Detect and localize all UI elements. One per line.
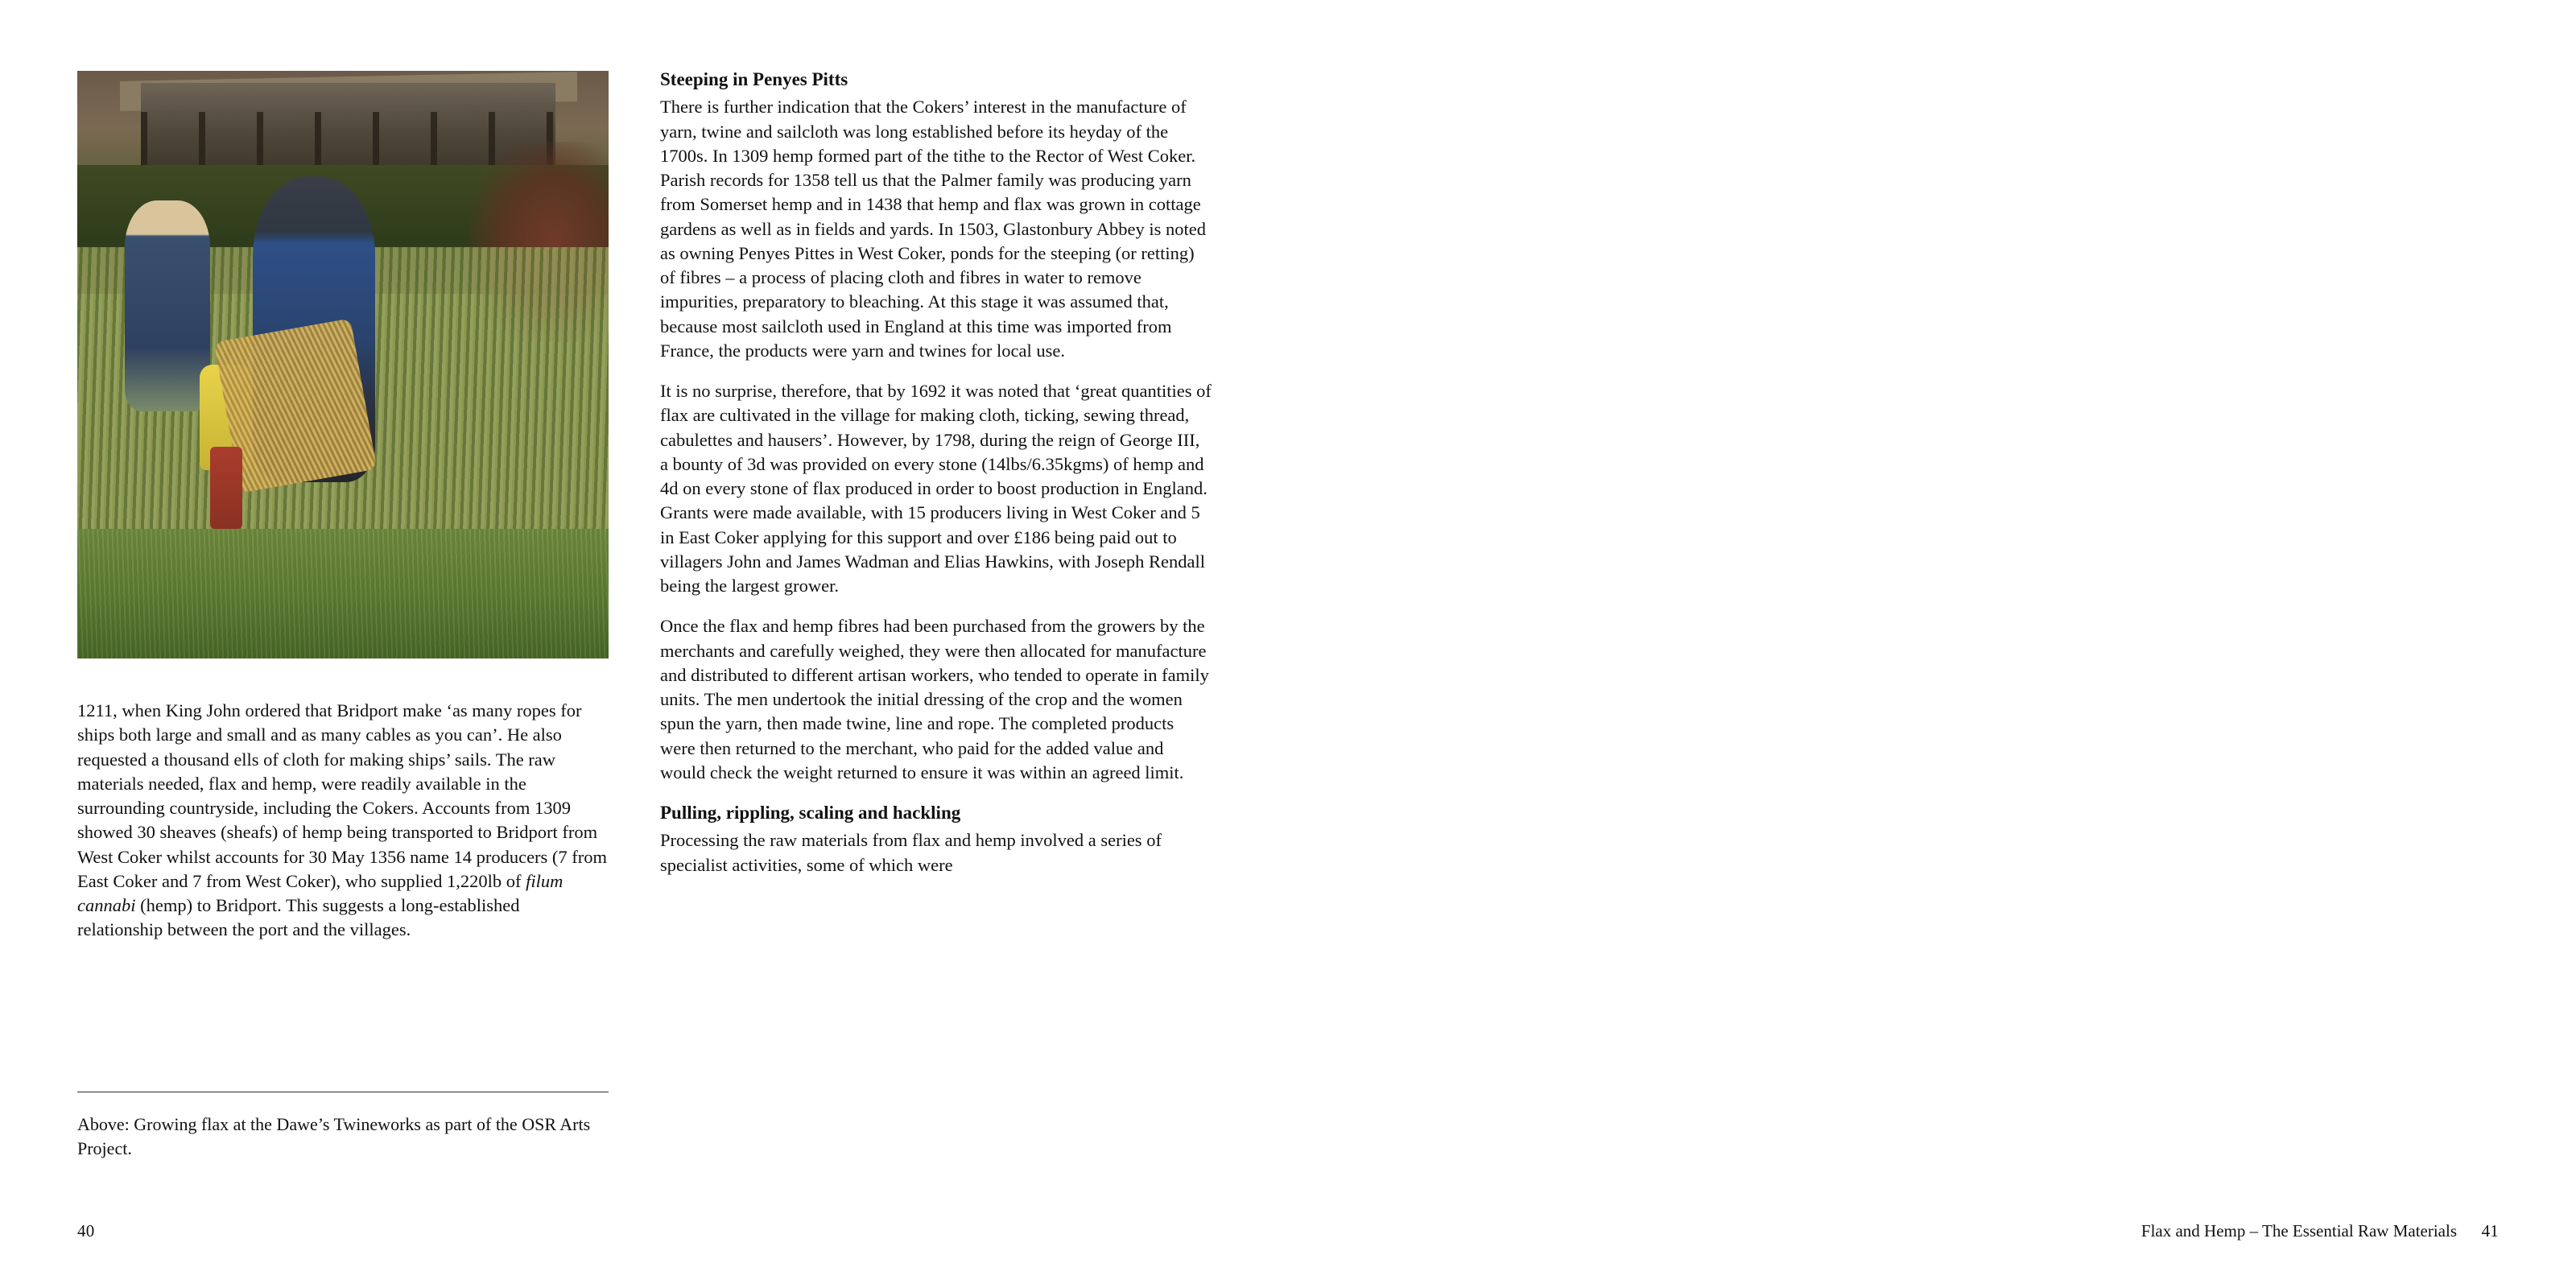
section-heading-pulling: Pulling, rippling, scaling and hackling <box>660 803 961 824</box>
left-body-italic-term: filum cannabi <box>77 870 564 915</box>
right-page <box>1288 0 2576 1288</box>
section-heading-steeping: Steeping in Penyes Pitts <box>660 69 848 89</box>
paragraph-steeping-2: It is no surprise, therefore, that by 1692 it was noted that ‘great quantities of flax are cultivated in the village for making cloth, ticking, sewing thread, cabulettes and hausers’. However, by 1798, during the reign of George III, a bounty of 3d was provided on every stone (14lbs/6.35kgms) of hemp and 4d on every stone of flax produced in order to boost production in England. Grants were made available, with 15 producers living in West Coker and 5 in East Coker applying for this support and over £186 being paid out to villagers John and James Wadman and Elias Hawkins, with Joseph Rendall being the largest grower. <box>660 381 1212 597</box>
paragraph-steeping-1: There is further indication that the Cokers’ interest in the manufacture of yarn, twine and sailcloth was long established before its heyday of the 1700s. In 1309 hemp formed part of the tithe to the Rector of West Coker. Parish records for 1358 tell us that the Palmer family was producing yarn from Somerset hemp and in 1438 that hemp and flax was grown in cottage gardens as well as in fields and yards. In 1503, Glastonbury Abbey is noted as owning Penyes Pittes in West Coker, ponds for the steeping (or retting) of fibres – a process of placing cloth and fibres in water to remove impurities, preparatory to bleaching. At this stage it was assumed that, because most sailcloth used in England at this time was imported from France, the products were yarn and twines for local use. <box>660 97 1206 361</box>
photo-child-red-coat <box>210 447 242 529</box>
photo-grass <box>77 529 609 658</box>
paragraph-steeping-3: Once the flax and hemp fibres had been purchased from the growers by the merchants and carefully weighed, they were then allocated for manufacture and distributed to different artisan workers, who tended to operate in family units. The men undertook the initial dressing of the crop and the women spun the yarn, then made twine, line and rope. The completed products were then returned to the merchant, who paid for the added value and would check the weight returned to ensure it was within an agreed limit. <box>660 616 1209 782</box>
left-body-text-part-1: 1211, when King John ordered that Bridport make ‘as many ropes for ships both large and small and as many cables as you can’. He also requested a thousand ells of cloth for making ships’ sails. The raw materials needed, flax and hemp, were readily available in the surrounding countryside, including the Cokers. Accounts from 1309 showed 30 sheaves (sheafs) of hemp being transported to Bridport from West Coker whilst accounts for 30 May 1356 name 14 producers (7 from East Coker and 7 from West Coker), who supplied 1,220lb of <box>77 700 608 891</box>
left-caption-block <box>77 1113 609 1161</box>
running-head: Flax and Hemp – The Essential Raw Materials <box>2140 1221 2457 1241</box>
growing-flax-photograph <box>77 71 609 658</box>
middle-text-column <box>660 68 1212 877</box>
left-body-text-part-2: (hemp) to Bridport. This suggests a long-established relationship between the port and the villages. <box>77 895 520 940</box>
page-number-left: 40 <box>77 1221 95 1241</box>
left-body-paragraph <box>77 699 609 943</box>
figure-caption: Above: Growing flax at the Dawe’s Twineworks as part of the OSR Arts Project. <box>77 1114 591 1158</box>
photo-child-harvester <box>125 200 210 412</box>
left-body-column <box>77 699 609 943</box>
paragraph-pulling-1: Processing the raw materials from flax and hemp involved a series of specialist activities, some of which were <box>660 830 1162 875</box>
page-number-right: 41 <box>2481 1221 2499 1241</box>
